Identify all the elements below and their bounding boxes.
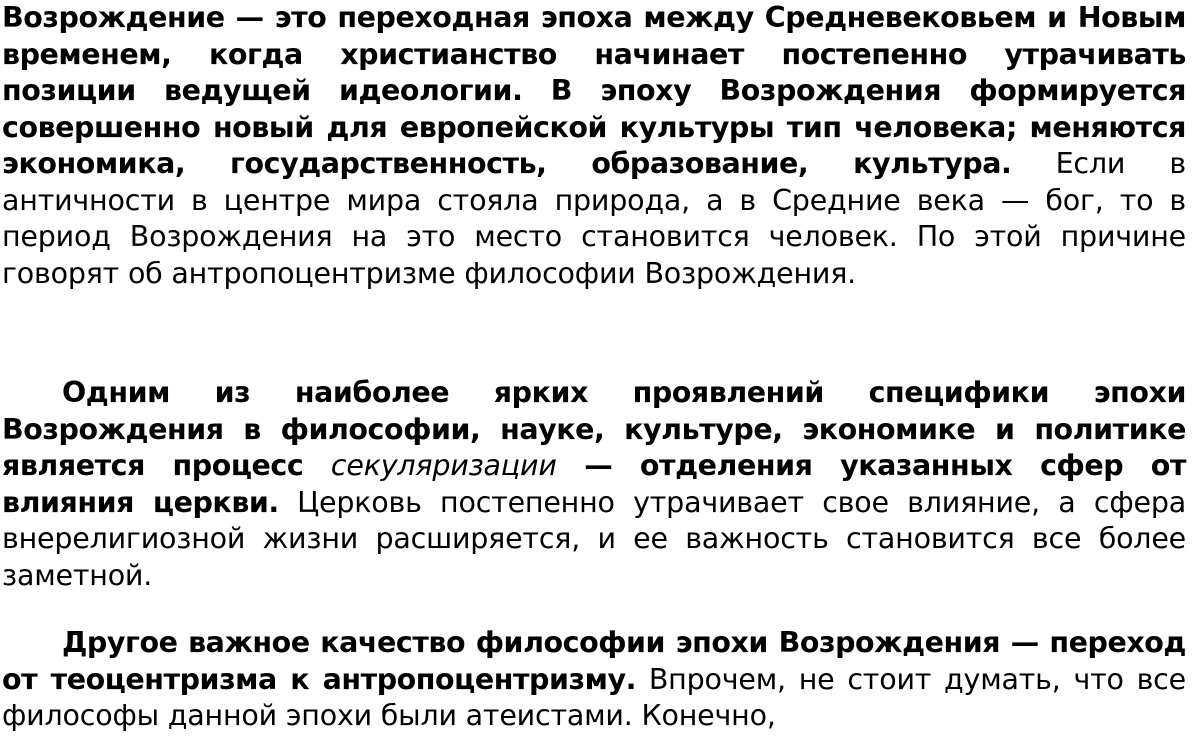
- paragraph-2-bold-lead-1: Одним из наиболее ярких проявлений специфики эпохи Возрождения в философии, науке, культуре, экономике и политике является процесс: [2, 376, 1186, 482]
- paragraph-3-text: Впрочем, не стоит думать, что все философы данной эпохи были атеистами. Конечно,: [2, 662, 1186, 732]
- paragraph-2: [2, 375, 1186, 594]
- paragraph-3-bold-lead: Другое важное качество философии эпохи Возрождения — переход от теоцентризма к антропоцентризму.: [2, 626, 1186, 696]
- paragraph-3: [2, 625, 1186, 735]
- paragraph-2-italic-term: секуляризации: [330, 449, 557, 482]
- paragraph-1: [2, 0, 1186, 292]
- paragraph-1-bold-lead: Возрождение — это переходная эпоха между Средневековьем и Новым временем, когда христианство начинает постепенно утрачивать позиции ведущей идеологии. В эпоху Возрождения формируется совершенно новый для европейской культуры тип человека; меняются экономика, государственность, образование, культура.: [2, 1, 1186, 180]
- paragraph-1-text: Если в античности в центре мира стояла природа, а в Средние века — бог, то в период Возрождения на это место становится человек. По этой причине говорят об антропоцентризме философии Возрождения.: [2, 147, 1186, 290]
- paragraph-2-text: Церковь постепенно утрачивает свое влияние, а сфера внерелигиозной жизни расширяется, и ее важность становится все более заметной.: [2, 485, 1187, 592]
- paragraph-2-bold-lead-2: — отделения указанных сфер от влияния церкви.: [2, 449, 1186, 519]
